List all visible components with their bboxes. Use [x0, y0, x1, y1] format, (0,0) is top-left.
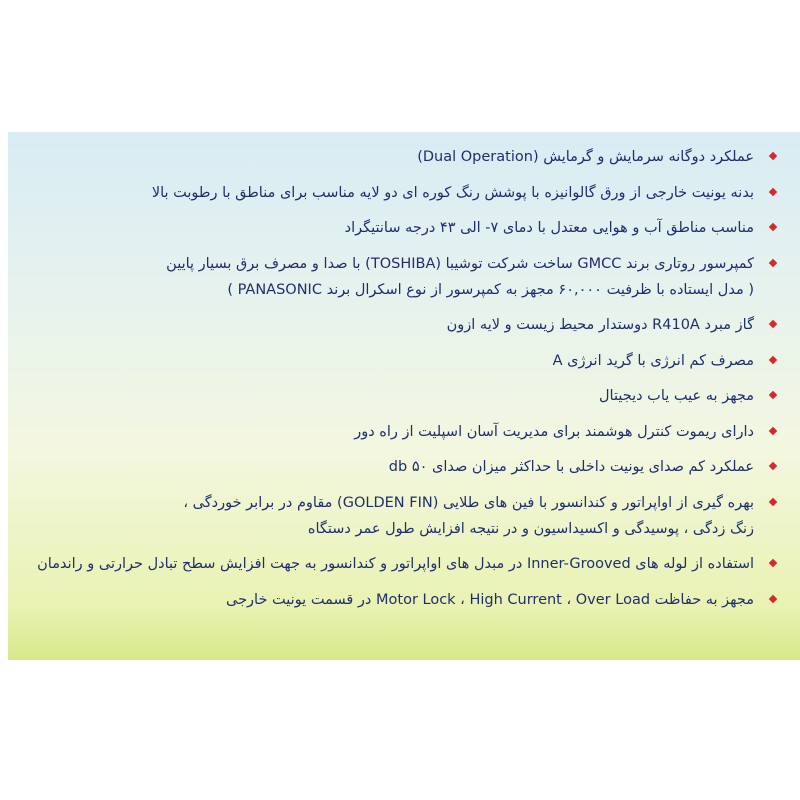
feature-item	[28, 215, 784, 241]
feature-text: بهره گیری از اواپراتور و کندانسور با فین های طلایی (GOLDEN FIN) مقاوم در برابر خوردگی ،	[183, 494, 754, 511]
feature-text-continuation: ( مدل ایستاده با ظرفیت ۶۰,۰۰۰ مجهز به کمپرسور از نوع اسکرال برند PANASONIC )	[227, 281, 754, 298]
feature-text: مصرف کم انرژی با گرید انرژی A	[552, 352, 754, 369]
diamond-bullet-icon	[769, 559, 777, 567]
feature-text: کمپرسور روتاری برند GMCC ساخت شرکت توشیبا (TOSHIBA) با صدا و مصرف برق بسیار پایین	[166, 255, 754, 272]
feature-item	[28, 419, 784, 445]
diamond-bullet-icon	[769, 258, 777, 266]
feature-text: بدنه یونیت خارجی از ورق گالوانیزه با پوشش رنگ کوره ای دو لایه مناسب برای مناطق با رطوبت بالا	[151, 184, 754, 201]
feature-text: دارای ریموت کنترل هوشمند برای مدیریت آسان اسپلیت از راه دور	[354, 423, 754, 440]
feature-text: مناسب مناطق آب و هوایی معتدل با دمای ۷- الی ۴۳ درجه سانتیگراد	[344, 220, 754, 236]
diamond-bullet-icon	[769, 497, 777, 505]
feature-text: عملکرد کم صدای یونیت داخلی با حداکثر میزان صدای ۵۰ db	[388, 459, 754, 475]
feature-item	[28, 551, 784, 577]
diamond-bullet-icon	[769, 426, 777, 434]
diamond-bullet-icon	[769, 187, 777, 195]
diamond-bullet-icon	[769, 223, 777, 231]
diamond-bullet-icon	[769, 391, 777, 399]
feature-text: مجهز به حفاظت Motor Lock ، High Current ، Over Load در قسمت یونیت خارجی	[226, 591, 754, 608]
diamond-bullet-icon	[769, 355, 777, 363]
feature-item	[28, 180, 784, 206]
feature-item	[28, 144, 784, 170]
feature-item	[28, 490, 784, 542]
feature-text-continuation: زنگ زدگی ، پوسیدگی و اکسیداسیون و در نتیجه افزایش طول عمر دستگاه	[307, 520, 754, 537]
feature-item	[28, 251, 784, 303]
diamond-bullet-icon	[769, 320, 777, 328]
feature-item	[28, 383, 784, 409]
diamond-bullet-icon	[769, 462, 777, 470]
feature-item	[28, 587, 784, 613]
feature-item	[28, 312, 784, 338]
feature-text: مجهز به عیب یاب دیجیتال	[599, 388, 754, 404]
feature-text: عملکرد دوگانه سرمایش و گرمایش (Dual Operation)	[417, 149, 754, 165]
diamond-bullet-icon	[769, 152, 777, 160]
feature-panel	[8, 132, 800, 660]
feature-item	[28, 454, 784, 480]
diamond-bullet-icon	[769, 594, 777, 602]
feature-text: گاز مبرد R410A دوستدار محیط زیست و لایه ازون	[446, 317, 754, 333]
feature-text: استفاده از لوله های Inner-Grooved در مبدل های اواپراتور و کندانسور به جهت افزایش سطح تبادل حرارتی و راندمان	[37, 556, 754, 572]
feature-list	[28, 144, 784, 622]
feature-item	[28, 348, 784, 374]
